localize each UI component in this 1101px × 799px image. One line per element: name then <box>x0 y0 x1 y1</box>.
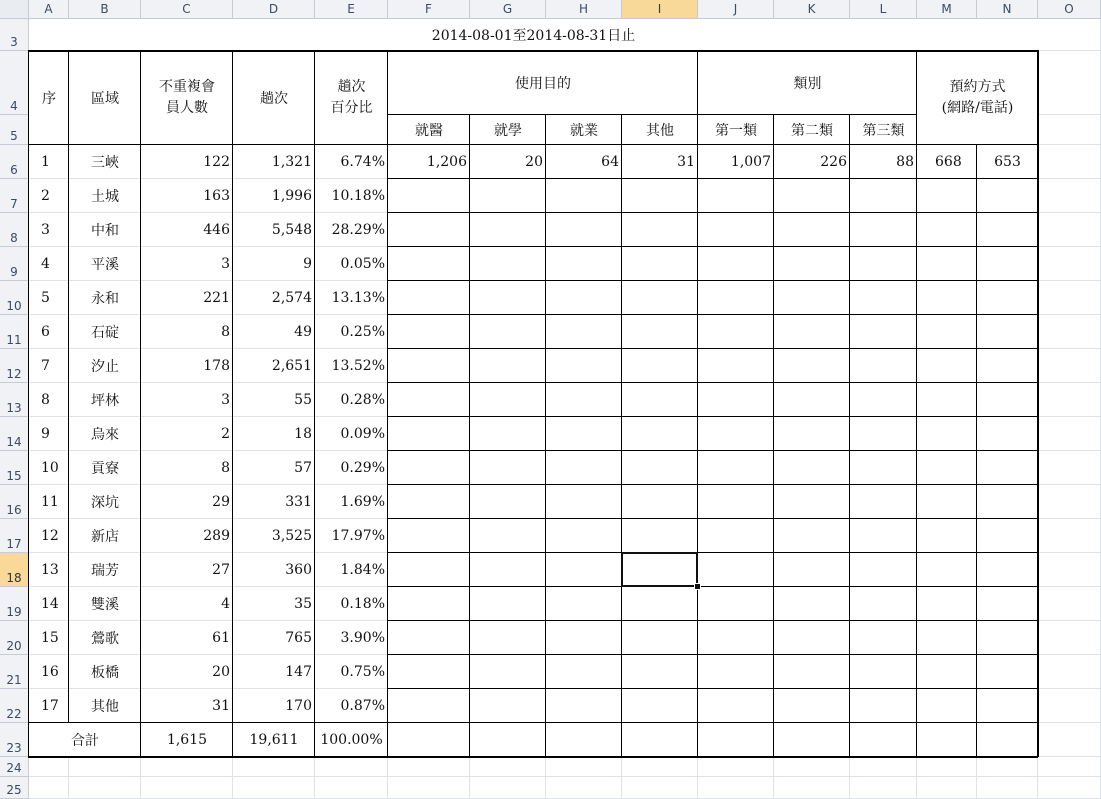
table-border-v <box>232 50 233 757</box>
row-header-13[interactable]: 13 <box>0 383 29 417</box>
column-header-k[interactable]: K <box>774 0 850 19</box>
header-booking-line2: (網路/電話) <box>941 100 1014 116</box>
table-border-h <box>387 688 1038 689</box>
table-border-h <box>387 178 1038 179</box>
row-header-24[interactable]: 24 <box>0 757 29 777</box>
cell-d14[interactable]: 18 <box>294 426 312 442</box>
cell-c13[interactable]: 3 <box>221 392 230 408</box>
cell-a16[interactable]: 11 <box>41 494 59 510</box>
cell-a12[interactable]: 7 <box>41 358 50 374</box>
cell-b13[interactable]: 坪林 <box>91 393 119 409</box>
cell-b6[interactable]: 三峽 <box>91 155 119 171</box>
table-border-h <box>387 586 1038 587</box>
table-border-v <box>916 50 917 757</box>
row-header-8[interactable]: 8 <box>0 213 29 247</box>
cell-d17[interactable]: 3,525 <box>271 528 312 544</box>
header-sub-g[interactable]: 就學 <box>494 123 522 139</box>
cell-b11[interactable]: 石碇 <box>91 325 119 341</box>
column-header-g[interactable]: G <box>470 0 546 19</box>
cell-e19[interactable]: 0.18% <box>340 596 385 612</box>
cell-e14[interactable]: 0.09% <box>340 426 385 442</box>
table-border-v <box>68 50 69 723</box>
cell-m6[interactable]: 668 <box>935 154 962 170</box>
cell-e15[interactable]: 0.29% <box>340 460 385 476</box>
table-border-v <box>140 50 141 757</box>
cell-b10[interactable]: 永和 <box>91 291 119 307</box>
cell-b9[interactable]: 平溪 <box>91 257 119 273</box>
header-sub-j[interactable]: 第一類 <box>715 123 757 139</box>
cell-a11[interactable]: 6 <box>41 324 50 340</box>
cell-a15[interactable]: 10 <box>41 460 59 476</box>
cell-c10[interactable]: 221 <box>203 290 230 306</box>
selected-cell-i18[interactable] <box>621 552 698 587</box>
table-border-h <box>28 144 388 145</box>
cell-c9[interactable]: 3 <box>221 256 230 272</box>
cell-j6[interactable]: 1,007 <box>730 154 771 170</box>
table-border-v <box>469 114 470 757</box>
cell-a17[interactable]: 12 <box>41 528 59 544</box>
table-border-h <box>387 348 1038 349</box>
cell-d11[interactable]: 49 <box>294 324 312 340</box>
table-border-v <box>28 50 29 757</box>
cell-e22[interactable]: 0.87% <box>340 698 385 714</box>
cell-c17[interactable]: 289 <box>203 528 230 544</box>
table-border-h <box>387 314 1038 315</box>
header-members-line2: 員人數 <box>166 100 208 116</box>
cell-b15[interactable]: 貢寮 <box>91 461 119 477</box>
cell-a20[interactable]: 15 <box>41 630 59 646</box>
cell-a13[interactable]: 8 <box>41 392 50 408</box>
cell-d7[interactable]: 1,996 <box>271 188 312 204</box>
cell-d15[interactable]: 57 <box>294 460 312 476</box>
table-border-h <box>387 620 1038 621</box>
total-percentage[interactable]: 100.00% <box>320 732 383 748</box>
table-border-v <box>849 114 850 757</box>
header-sub-i[interactable]: 其他 <box>646 123 674 139</box>
header-region[interactable]: 區域 <box>91 91 119 107</box>
table-border-h <box>28 722 1038 723</box>
row-header-18[interactable]: 18 <box>0 553 29 587</box>
cell-b16[interactable]: 深坑 <box>91 495 119 511</box>
row-header-19[interactable]: 19 <box>0 587 29 621</box>
header-members-line1: 不重複會 <box>159 79 215 95</box>
table-border-v <box>697 50 698 757</box>
total-trips[interactable]: 19,611 <box>249 732 299 748</box>
header-booking[interactable] <box>917 51 1038 145</box>
cell-c11[interactable]: 8 <box>221 324 230 340</box>
row-header-15[interactable]: 15 <box>0 451 29 485</box>
table-border-h <box>28 756 1038 758</box>
cell-e8[interactable]: 28.29% <box>331 222 385 238</box>
cell-e13[interactable]: 0.28% <box>340 392 385 408</box>
table-border-h <box>387 382 1038 383</box>
cell-e9[interactable]: 0.05% <box>340 256 385 272</box>
column-header-a[interactable]: A <box>29 0 69 19</box>
cell-d22[interactable]: 170 <box>285 698 312 714</box>
cell-k6[interactable]: 226 <box>820 154 847 170</box>
cell-b12[interactable]: 汐止 <box>91 359 119 375</box>
row-header-7[interactable]: 7 <box>0 179 29 213</box>
table-border-v <box>387 50 388 757</box>
table-border-h <box>387 450 1038 451</box>
column-header-b[interactable]: B <box>69 0 141 19</box>
cell-a9[interactable]: 4 <box>41 256 50 272</box>
cell-a19[interactable]: 14 <box>41 596 59 612</box>
cell-a10[interactable]: 5 <box>41 290 50 306</box>
gridline-horizontal <box>29 776 1101 777</box>
row-header-14[interactable]: 14 <box>0 417 29 451</box>
header-seq[interactable]: 序 <box>42 91 56 107</box>
row-header-21[interactable]: 21 <box>0 655 29 689</box>
row-header-6[interactable]: 6 <box>0 145 29 179</box>
table-border-v <box>545 114 546 757</box>
table-border-h <box>387 114 917 115</box>
header-trips[interactable]: 趟次 <box>260 91 288 107</box>
cell-e12[interactable]: 13.52% <box>331 358 385 374</box>
column-header-h[interactable]: H <box>546 0 622 19</box>
select-all-corner[interactable] <box>0 0 29 19</box>
cell-b7[interactable]: 土城 <box>91 189 119 205</box>
cell-d12[interactable]: 2,651 <box>271 358 312 374</box>
cell-d20[interactable]: 765 <box>285 630 312 646</box>
cell-h6[interactable]: 64 <box>601 154 619 170</box>
table-border-h <box>387 280 1038 281</box>
cell-d16[interactable]: 331 <box>285 494 312 510</box>
cell-a22[interactable]: 17 <box>41 698 59 714</box>
row-header-5[interactable]: 5 <box>0 115 29 145</box>
cell-e16[interactable]: 1.69% <box>340 494 385 510</box>
cell-c6[interactable]: 122 <box>203 154 230 170</box>
cell-c14[interactable]: 2 <box>221 426 230 442</box>
row-header-9[interactable]: 9 <box>0 247 29 281</box>
cell-b18[interactable]: 瑞芳 <box>91 563 119 579</box>
column-header-c[interactable]: C <box>141 0 233 19</box>
cell-b17[interactable]: 新店 <box>91 529 119 545</box>
cell-c22[interactable]: 31 <box>212 698 230 714</box>
table-border-v <box>314 50 315 757</box>
column-header-i[interactable]: I <box>622 0 698 19</box>
cell-l6[interactable]: 88 <box>896 154 914 170</box>
column-header-f[interactable]: F <box>388 0 470 19</box>
header-sub-k[interactable]: 第二類 <box>791 123 833 139</box>
cell-a6[interactable]: 1 <box>41 154 50 170</box>
fill-handle[interactable] <box>694 583 701 590</box>
header-sub-l[interactable]: 第三類 <box>862 123 905 139</box>
cell-b20[interactable]: 鶯歌 <box>91 631 119 647</box>
cell-c12[interactable]: 178 <box>203 358 230 374</box>
row-header-12[interactable]: 12 <box>0 349 29 383</box>
table-border-h <box>387 212 1038 213</box>
cell-c7[interactable]: 163 <box>203 188 230 204</box>
cell-f6[interactable]: 1,206 <box>426 154 467 170</box>
cell-e7[interactable]: 10.18% <box>331 188 385 204</box>
table-border-h <box>387 484 1038 485</box>
table-border-h <box>387 552 1038 553</box>
cell-a8[interactable]: 3 <box>41 222 50 238</box>
cell-c8[interactable]: 446 <box>203 222 230 238</box>
cell-b8[interactable]: 中和 <box>91 223 119 239</box>
cell-d10[interactable]: 2,574 <box>271 290 312 306</box>
header-percentage[interactable] <box>315 51 388 145</box>
header-percentage-line1: 趟次 <box>337 79 366 95</box>
cell-d8[interactable]: 5,548 <box>271 222 312 238</box>
cell-d19[interactable]: 35 <box>294 596 312 612</box>
cell-e20[interactable]: 3.90% <box>340 630 385 646</box>
column-header-m[interactable]: M <box>917 0 977 19</box>
cell-d6[interactable]: 1,321 <box>271 154 312 170</box>
cell-e17[interactable]: 17.97% <box>331 528 385 544</box>
row-header-23[interactable]: 23 <box>0 723 29 757</box>
cell-d9[interactable]: 9 <box>303 256 312 272</box>
header-category[interactable]: 類別 <box>793 76 822 92</box>
cell-e10[interactable]: 13.13% <box>331 290 385 306</box>
row-header-22[interactable]: 22 <box>0 689 29 723</box>
row-header-3[interactable]: 3 <box>0 19 29 51</box>
cell-e21[interactable]: 0.75% <box>340 664 385 680</box>
cell-d13[interactable]: 55 <box>294 392 312 408</box>
column-header-n[interactable]: N <box>977 0 1038 19</box>
cell-d18[interactable]: 360 <box>285 562 312 578</box>
header-members[interactable] <box>141 51 233 145</box>
column-header-e[interactable]: E <box>315 0 388 19</box>
cell-e11[interactable]: 0.25% <box>340 324 385 340</box>
table-border-h <box>387 654 1038 655</box>
row-header-16[interactable]: 16 <box>0 485 29 519</box>
table-border-h <box>387 246 1038 247</box>
column-header-o[interactable]: O <box>1038 0 1101 19</box>
cell-i6[interactable]: 31 <box>677 154 695 170</box>
row-header-11[interactable]: 11 <box>0 315 29 349</box>
cell-a21[interactable]: 16 <box>41 664 59 680</box>
cell-a14[interactable]: 9 <box>41 426 50 442</box>
cell-c21[interactable]: 20 <box>212 664 230 680</box>
column-header-d[interactable]: D <box>233 0 315 19</box>
cell-d21[interactable]: 147 <box>285 664 312 680</box>
column-header-l[interactable]: L <box>850 0 917 19</box>
table-border-h <box>28 50 1038 52</box>
row-header-25[interactable]: 25 <box>0 777 29 799</box>
table-border-v <box>621 114 622 757</box>
table-title[interactable]: 2014-08-01至2014-08-31日止 <box>431 28 636 44</box>
cell-a18[interactable]: 13 <box>41 562 59 578</box>
table-border-h <box>387 416 1038 417</box>
row-header-20[interactable]: 20 <box>0 621 29 655</box>
cell-c20[interactable]: 61 <box>212 630 230 646</box>
cell-c16[interactable]: 29 <box>212 494 230 510</box>
row-header-4[interactable]: 4 <box>0 51 29 115</box>
header-sub-f[interactable]: 就醫 <box>415 123 443 139</box>
header-purpose[interactable]: 使用目的 <box>515 76 571 92</box>
cell-b21[interactable]: 板橋 <box>91 665 119 681</box>
cell-c19[interactable]: 4 <box>221 596 230 612</box>
cell-e6[interactable]: 6.74% <box>340 154 385 170</box>
header-sub-h[interactable]: 就業 <box>570 123 598 139</box>
table-border-v <box>773 114 774 757</box>
cell-e18[interactable]: 1.84% <box>340 562 385 578</box>
cell-b22[interactable]: 其他 <box>91 699 119 715</box>
cell-c18[interactable]: 27 <box>212 562 230 578</box>
cell-a7[interactable]: 2 <box>41 188 50 204</box>
cell-b19[interactable]: 雙溪 <box>91 597 119 613</box>
total-label[interactable]: 合計 <box>71 733 99 749</box>
cell-b14[interactable]: 烏來 <box>91 427 119 443</box>
table-border-v <box>1037 50 1039 757</box>
header-booking-line1: 預約方式 <box>949 79 1006 95</box>
cell-n6[interactable]: 653 <box>994 154 1021 170</box>
column-header-j[interactable]: J <box>698 0 774 19</box>
row-header-10[interactable]: 10 <box>0 281 29 315</box>
header-percentage-line2: 百分比 <box>330 100 373 116</box>
table-border-h <box>387 518 1038 519</box>
row-header-17[interactable]: 17 <box>0 519 29 553</box>
cell-g6[interactable]: 20 <box>525 154 543 170</box>
cell-c15[interactable]: 8 <box>221 460 230 476</box>
total-members[interactable]: 1,615 <box>166 732 208 748</box>
